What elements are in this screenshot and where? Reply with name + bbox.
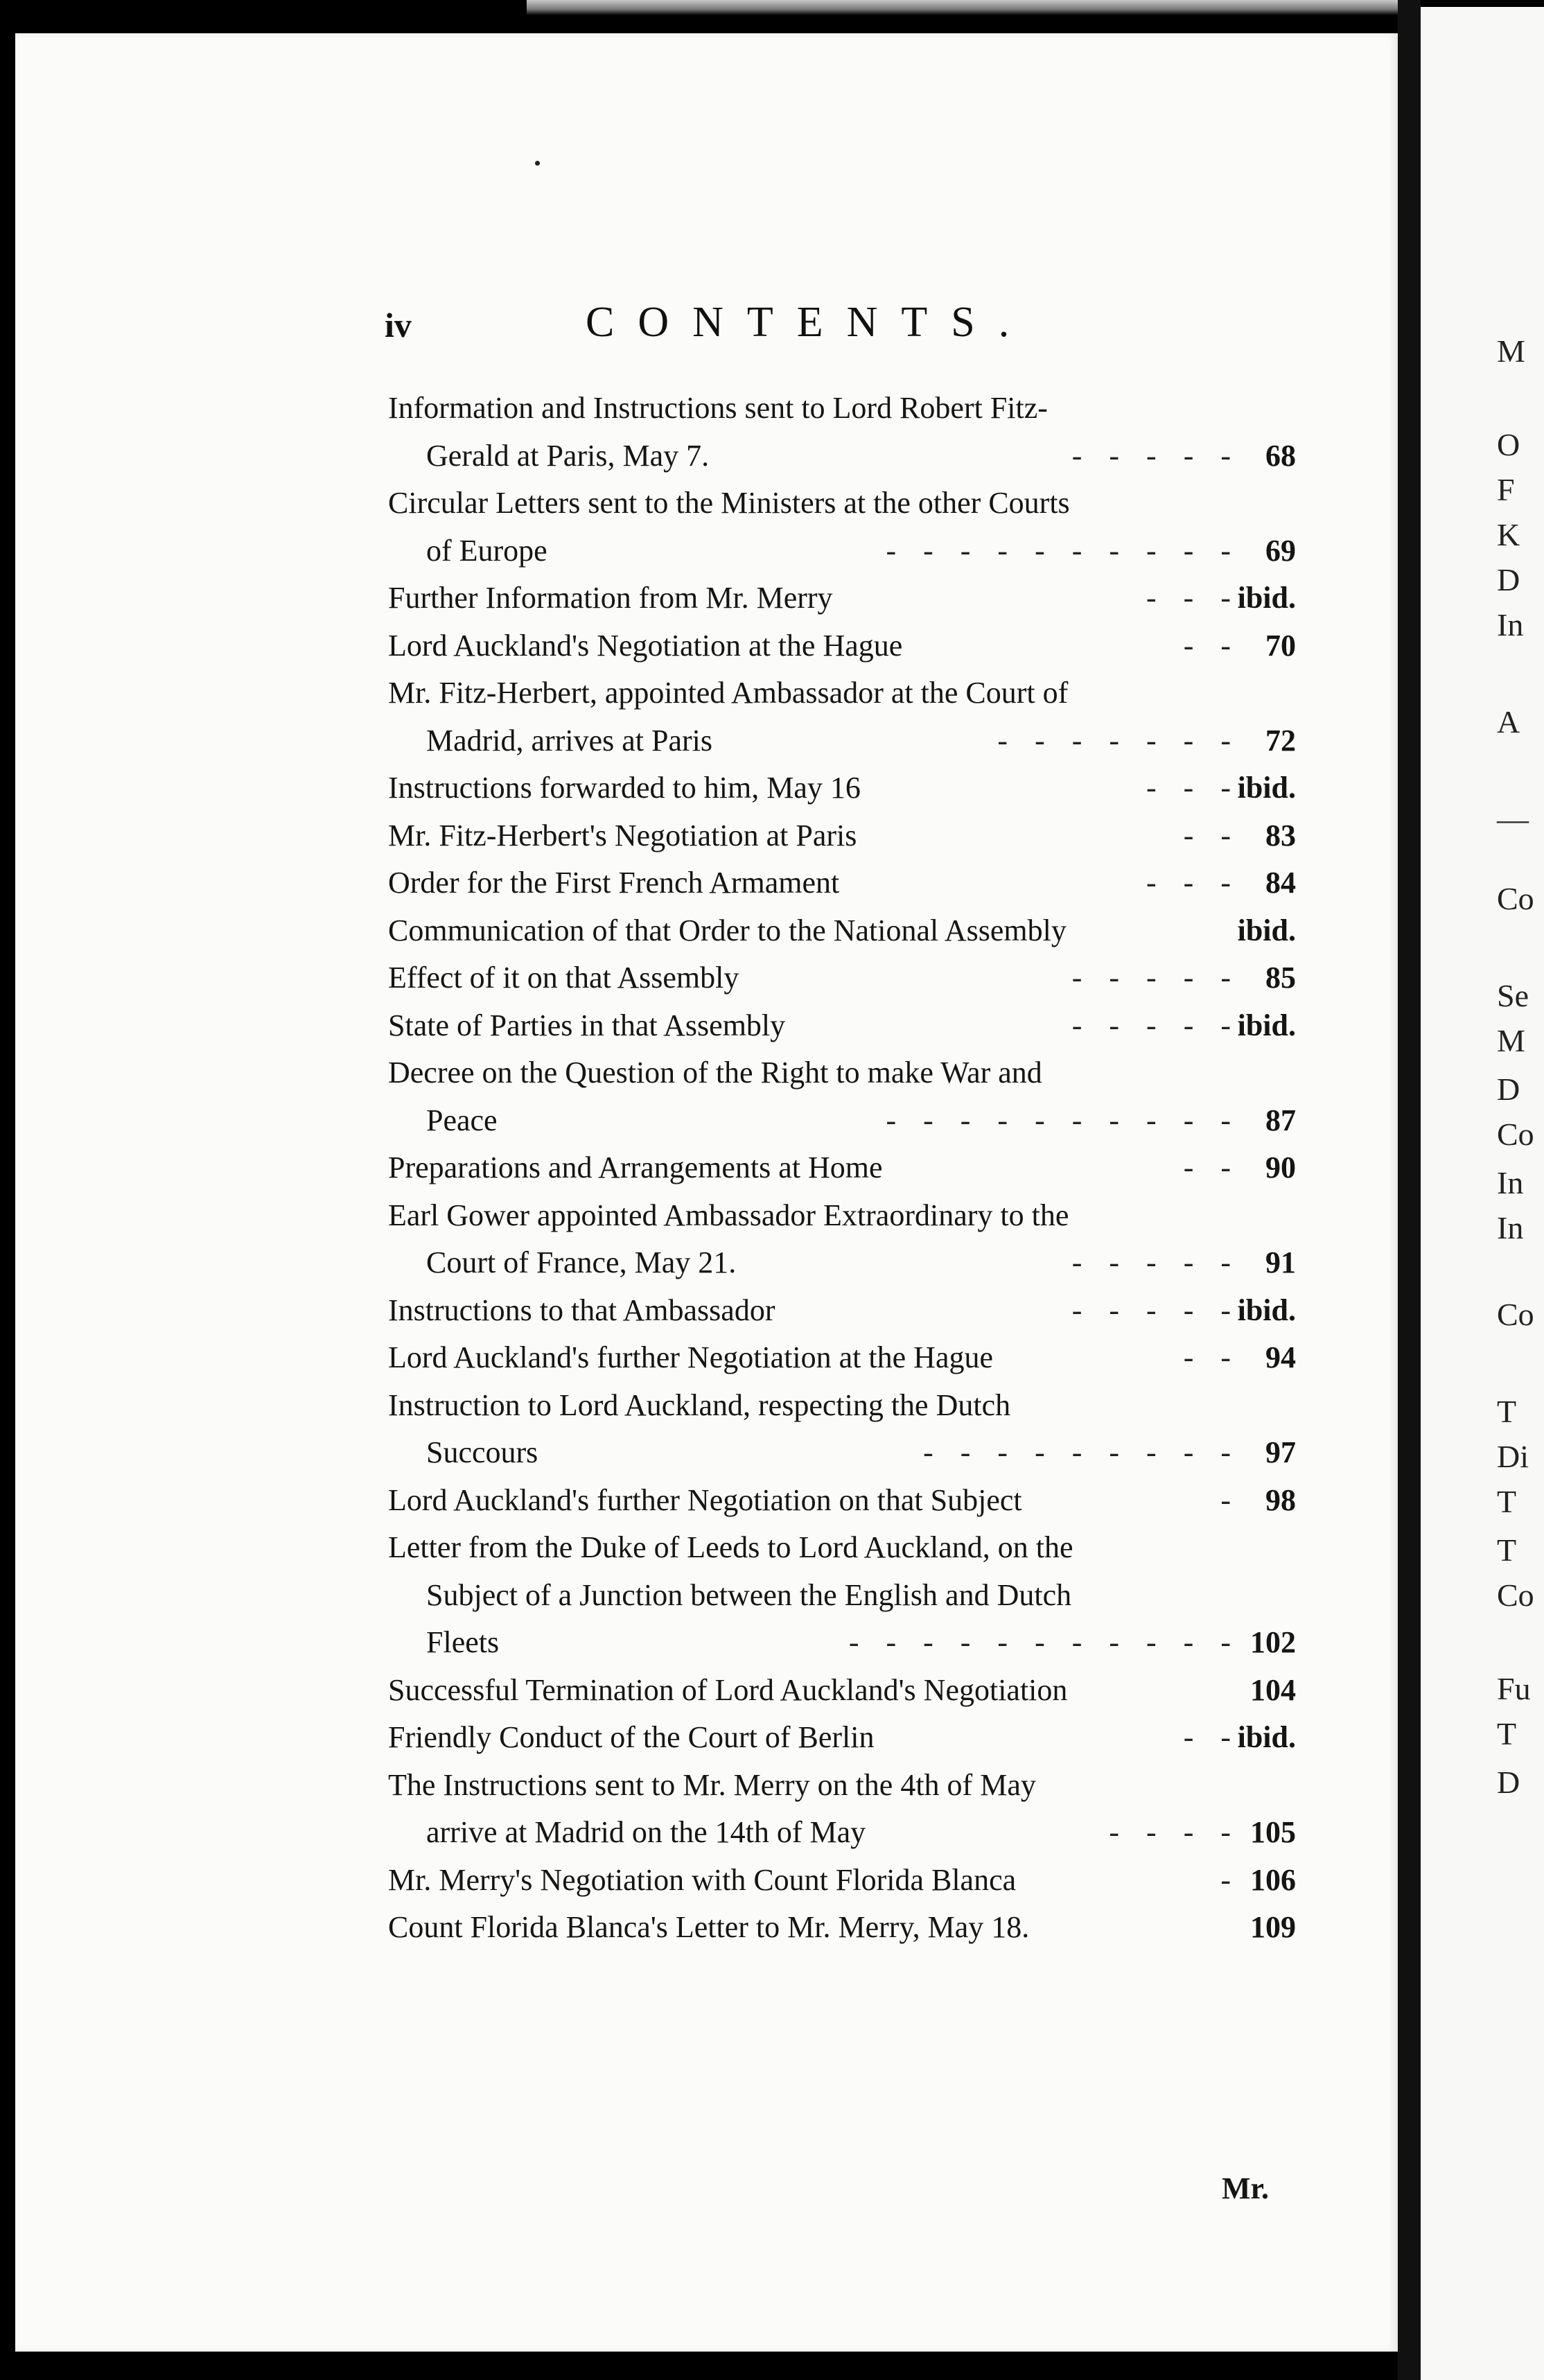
- page-number: 85: [1265, 961, 1296, 995]
- page-number: ibid.: [1237, 913, 1296, 947]
- toc-entry-line: [388, 1382, 1296, 1430]
- dot-leaders: - - - - - - - - - -: [886, 533, 1240, 568]
- dot-leaders: - - - - - - - - - - -: [848, 1625, 1240, 1659]
- facing-page-letter: D: [1497, 1765, 1520, 1800]
- toc-entry-line: [388, 1619, 1296, 1667]
- facing-page-letter: T: [1497, 1716, 1517, 1751]
- page-number: ibid.: [1237, 771, 1296, 805]
- toc-entry-line: [388, 1762, 1296, 1810]
- facing-page-letter: Fu: [1497, 1671, 1531, 1706]
- page-title: CONTENTS.: [586, 299, 1033, 346]
- toc-entry-text: Information and Instructions sent to Lord Robert Fitz-: [388, 391, 1048, 425]
- toc-entry-text: Further Information from Mr. Merry: [388, 581, 833, 615]
- toc-entry: [388, 622, 1296, 670]
- facing-page-letter: M: [1497, 333, 1525, 369]
- toc-entry: [388, 670, 1296, 764]
- dot-leaders: - - - - - - -: [997, 723, 1240, 758]
- dot-leaders: -: [1220, 1482, 1240, 1517]
- facing-page-letter: T: [1497, 1394, 1517, 1429]
- page-number: 109: [1250, 1910, 1296, 1944]
- page-header: [385, 298, 1286, 353]
- toc-entry-text: Gerald at Paris, May 7.: [426, 438, 710, 473]
- facing-page-letter: T: [1497, 1532, 1517, 1568]
- dot-leaders: - - -: [1146, 771, 1240, 805]
- facing-page-letter: Co: [1497, 881, 1534, 916]
- facing-page-letter: T: [1497, 1484, 1517, 1519]
- toc-entry-text: Effect of it on that Assembly: [388, 961, 739, 995]
- toc-entry-line: [388, 1334, 1296, 1382]
- page-number: ibid.: [1237, 581, 1296, 615]
- page-number: 104: [1250, 1672, 1296, 1707]
- dot-leaders: - - - - -: [1071, 1293, 1240, 1327]
- dot-leaders: - - - -: [1109, 1815, 1240, 1849]
- facing-page-letter: In: [1497, 607, 1524, 642]
- facing-page-letter: Co: [1497, 1577, 1534, 1613]
- facing-page-letter: —: [1497, 801, 1529, 837]
- dot-leaders: - - - - -: [1071, 1008, 1240, 1042]
- page-number: 94: [1265, 1340, 1296, 1374]
- toc-entry-line: [388, 859, 1296, 907]
- toc-entry-line: [388, 1239, 1296, 1287]
- toc-entry-line: [388, 385, 1296, 432]
- page-number: 84: [1265, 866, 1296, 900]
- toc-entry: [388, 1857, 1296, 1905]
- toc-entry-text: Fleets: [426, 1625, 500, 1659]
- toc-entry: [388, 1144, 1296, 1192]
- facing-page-edge: [1421, 7, 1544, 2380]
- toc-entry-line: [388, 1002, 1296, 1050]
- toc-entry-text: Instructions forwarded to him, May 16: [388, 771, 861, 805]
- toc-entry: [388, 1477, 1296, 1525]
- facing-page-letter: O: [1497, 427, 1520, 462]
- scan-top-edge: [527, 0, 1400, 15]
- toc-entry-text: Instructions to that Ambassador: [388, 1293, 775, 1327]
- dot-leaders: - -: [1183, 818, 1240, 852]
- toc-entry: [388, 1049, 1296, 1144]
- toc-entry: [388, 1714, 1296, 1762]
- dot-leaders: - - - - -: [1071, 961, 1240, 995]
- toc-entry-line: [388, 1857, 1296, 1905]
- dot-leaders: - -: [1183, 628, 1240, 663]
- toc-entry-line: [388, 717, 1296, 765]
- toc-entry: [388, 907, 1296, 955]
- toc-entry-text: Letter from the Duke of Leeds to Lord Auckland, on the: [388, 1530, 1073, 1564]
- toc-entry: [388, 954, 1296, 1002]
- toc-entry-text: Successful Termination of Lord Auckland's Negotiation: [388, 1672, 1068, 1707]
- toc-entry: [388, 575, 1296, 622]
- toc-entry: [388, 812, 1296, 860]
- ink-speck: [535, 161, 540, 166]
- toc-entry-text: Count Florida Blanca's Letter to Mr. Merry, May 18.: [388, 1910, 1030, 1944]
- page-number: 68: [1265, 438, 1296, 473]
- toc-entry: [388, 1002, 1296, 1050]
- toc-entry-line: [388, 575, 1296, 622]
- page-number: ibid.: [1237, 1720, 1296, 1754]
- table-of-contents: [388, 385, 1296, 1952]
- page-number: 72: [1265, 723, 1296, 758]
- toc-entry-line: [388, 527, 1296, 575]
- page-number: 70: [1265, 628, 1296, 663]
- toc-entry-line: [388, 1287, 1296, 1335]
- facing-page-letter: In: [1497, 1210, 1524, 1245]
- toc-entry: [388, 859, 1296, 907]
- facing-page-letter: In: [1497, 1165, 1524, 1200]
- dot-leaders: - - - - -: [1071, 1245, 1240, 1279]
- dot-leaders: - - - - - - - - -: [923, 1435, 1240, 1469]
- toc-entry: [388, 480, 1296, 575]
- toc-entry: [388, 1382, 1296, 1477]
- toc-entry-text: arrive at Madrid on the 14th of May: [426, 1815, 866, 1849]
- toc-entry-line: [388, 812, 1296, 860]
- facing-page-letter: Co: [1497, 1117, 1534, 1152]
- toc-entry-text: Order for the First French Armament: [388, 866, 840, 900]
- toc-entry-line: [388, 480, 1296, 527]
- facing-page-letter: Co: [1497, 1297, 1534, 1332]
- toc-entry-text: Mr. Fitz-Herbert, appointed Ambassador at the Court of: [388, 676, 1069, 710]
- facing-page-letter: Di: [1497, 1439, 1529, 1474]
- toc-entry-line: [388, 1714, 1296, 1762]
- toc-entry-text: Earl Gower appointed Ambassador Extraordinary to the: [388, 1198, 1069, 1232]
- facing-page-letter: D: [1497, 562, 1520, 597]
- page-number: 87: [1265, 1103, 1296, 1137]
- toc-entry: [388, 1904, 1296, 1952]
- toc-entry: [388, 1667, 1296, 1715]
- toc-entry-text: Circular Letters sent to the Ministers at the other Courts: [388, 486, 1070, 520]
- facing-page-letter: M: [1497, 1023, 1525, 1058]
- toc-entry-text: of Europe: [426, 533, 547, 568]
- toc-entry-text: Subject of a Junction between the English and Dutch: [426, 1577, 1072, 1612]
- book-gutter: [1398, 0, 1421, 2380]
- page-number: 97: [1265, 1435, 1296, 1469]
- dot-leaders: - - - - - - - - - -: [886, 1103, 1240, 1137]
- toc-entry-line: [388, 1144, 1296, 1192]
- toc-entry-line: [388, 954, 1296, 1002]
- toc-entry-line: [388, 1429, 1296, 1477]
- toc-entry-line: [388, 432, 1296, 480]
- page-number: 91: [1265, 1245, 1296, 1279]
- toc-entry-text: Court of France, May 21.: [426, 1245, 737, 1279]
- toc-entry-text: Communication of that Order to the National Assembly: [388, 913, 1067, 947]
- dot-leaders: - - - - -: [1071, 438, 1240, 473]
- toc-entry-text: Friendly Conduct of the Court of Berlin: [388, 1720, 875, 1754]
- toc-entry-line: [388, 1192, 1296, 1240]
- toc-entry-line: [388, 1904, 1296, 1952]
- dot-leaders: -: [1220, 1862, 1240, 1897]
- dot-leaders: - - -: [1146, 866, 1240, 900]
- page-number: 98: [1265, 1482, 1296, 1517]
- toc-entry-text: Preparations and Arrangements at Home: [388, 1150, 883, 1184]
- toc-entry-line: [388, 1572, 1296, 1620]
- facing-page-letter: F: [1497, 472, 1515, 507]
- toc-entry-line: [388, 1524, 1296, 1572]
- toc-entry-text: Decree on the Question of the Right to make War and: [388, 1056, 1042, 1090]
- toc-entry-text: Mr. Fitz-Herbert's Negotiation at Paris: [388, 818, 857, 852]
- toc-entry-text: Lord Auckland's Negotiation at the Hague: [388, 628, 903, 663]
- toc-entry-line: [388, 622, 1296, 670]
- toc-entry: [388, 1762, 1296, 1857]
- toc-entry-text: The Instructions sent to Mr. Merry on the 4th of May: [388, 1767, 1036, 1802]
- toc-entry-text: Madrid, arrives at Paris: [426, 723, 712, 758]
- page-number: ibid.: [1237, 1293, 1296, 1327]
- toc-entry-text: Succours: [426, 1435, 538, 1469]
- page-number: 102: [1250, 1625, 1296, 1659]
- toc-entry-line: [388, 764, 1296, 812]
- toc-entry-text: Lord Auckland's further Negotiation on that Subject: [388, 1482, 1022, 1517]
- page-number: 106: [1250, 1862, 1296, 1897]
- toc-entry-text: Lord Auckland's further Negotiation at the Hague: [388, 1340, 993, 1374]
- toc-entry-line: [388, 907, 1296, 955]
- folio-number: iv: [385, 306, 412, 344]
- toc-entry-line: [388, 1097, 1296, 1145]
- toc-entry: [388, 1287, 1296, 1335]
- toc-entry-text: Mr. Merry's Negotiation with Count Florida Blanca: [388, 1862, 1017, 1897]
- page-number: 90: [1265, 1150, 1296, 1184]
- dot-leaders: - - -: [1146, 581, 1240, 615]
- toc-entry-line: [388, 1049, 1296, 1097]
- dot-leaders: - -: [1183, 1150, 1240, 1184]
- facing-page-letter: A: [1497, 704, 1520, 740]
- toc-entry-line: [388, 1667, 1296, 1715]
- catchword: Mr.: [1222, 2171, 1270, 2205]
- page-number: 83: [1265, 818, 1296, 852]
- toc-entry-line: [388, 670, 1296, 717]
- toc-entry: [388, 1524, 1296, 1667]
- facing-page-letter: D: [1497, 1071, 1520, 1107]
- toc-entry-line: [388, 1809, 1296, 1857]
- toc-entry-text: Instruction to Lord Auckland, respecting the Dutch: [388, 1388, 1011, 1422]
- page-number: ibid.: [1237, 1008, 1296, 1042]
- toc-entry-line: [388, 1477, 1296, 1525]
- toc-entry: [388, 385, 1296, 480]
- dot-leaders: - -: [1183, 1340, 1240, 1374]
- dot-leaders: - -: [1183, 1720, 1240, 1754]
- toc-entry-text: Peace: [426, 1103, 498, 1137]
- toc-entry: [388, 1334, 1296, 1382]
- page-number: 69: [1265, 533, 1296, 568]
- toc-entry-text: State of Parties in that Assembly: [388, 1008, 786, 1042]
- toc-entry: [388, 764, 1296, 812]
- facing-page-letter: K: [1497, 517, 1520, 552]
- page-number: 105: [1250, 1815, 1296, 1849]
- facing-page-letter: Se: [1497, 978, 1529, 1013]
- toc-entry: [388, 1192, 1296, 1287]
